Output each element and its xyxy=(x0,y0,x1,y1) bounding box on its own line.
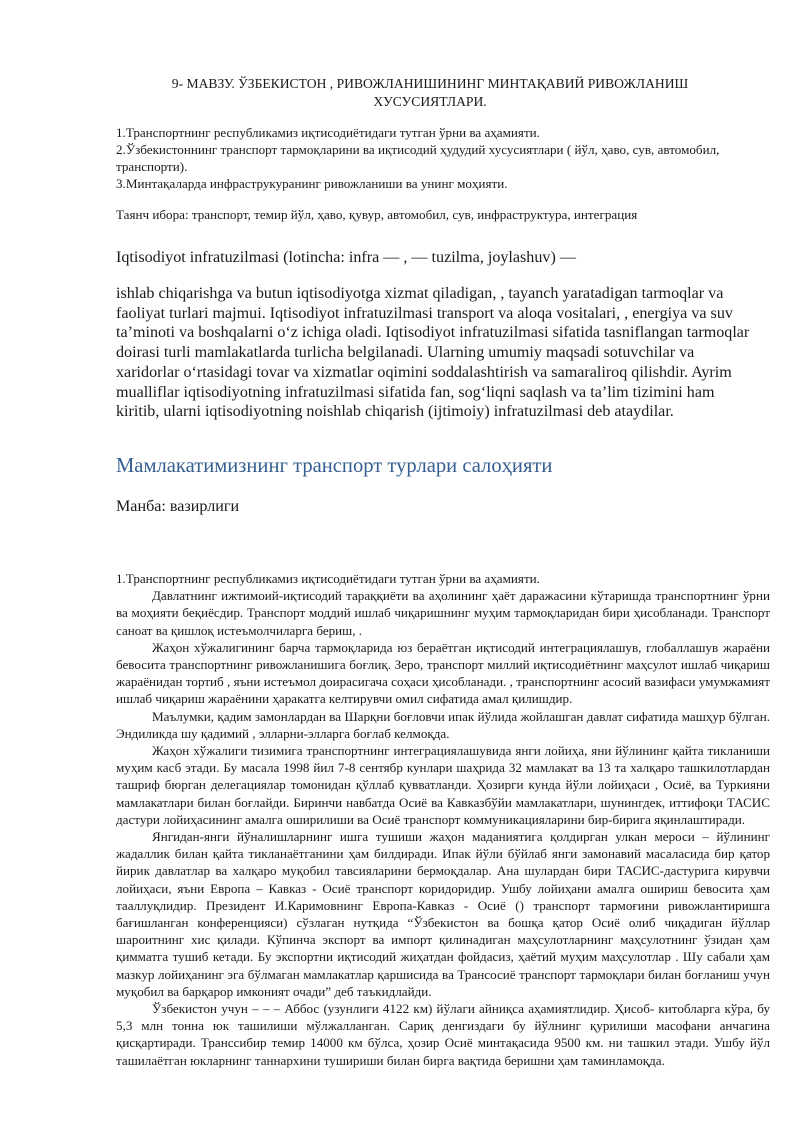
outline-item: 2.Ўзбекистоннинг транспорт тармоқларини ва иқтисодий ҳудудий хусусиятлари ( йўл, ҳаво, сув, автомобил, транспорти). xyxy=(116,142,720,174)
section-heading: Мамлакатимизнинг транспорт турлари салоҳияти xyxy=(116,455,553,477)
document-title xyxy=(150,75,710,111)
keywords-line: Таянч ибора: транспорт, темир йўл, ҳаво, қувур, автомобил, сув, инфраструктура, интеграция xyxy=(116,207,638,222)
source-line: Манба: вазирлиги xyxy=(116,498,240,515)
infrastructure-definition-heading: Iqtisodiyot infratuzilmasi (lotincha: infra — , — tuzilma, joylashuv) — xyxy=(116,249,576,266)
topic-outline xyxy=(116,124,756,192)
paragraph: Ўзбекистон учун – – – Аббос (узунлиги 4122 км) йўлаги айниқса аҳамиятлидир. Ҳисоб- китобларга кўра, бу 5,3 млн тонна юк ташилиши мўлжалланган. Сариқ денгиздаги бу йўлнинг қурилиши масофани анчагина қисқартиради. Транссибир темир 14000 км бўлса, ҳозир Осиё минтақасида 9500 км. ни ташкил этади. Ушбу йўл ташилаётган юкларнинг таннархини тушириши билан бирга вақтида беришни ҳам таминламоқда. xyxy=(116,1001,770,1068)
paragraph: Янгидан-янги йўналишларнинг ишга тушиши жаҳон маданиятига қолдирган улкан мероси – йўлининг жадаллик билан қайта тикланаётганини ҳам билдиради. Ипак йўли бўйлаб янги замонавий масаласида бир қатор йирик давлатлар ва халқаро муқобил тавсияларини бермоқдалар. Ана шулардан бири ТАСИС-дастурига кирувчи лойиҳаси, яъни Европа – Кавказ - Осиё транспорт коридоридир. Ушбу лойиҳани амалга ошириш бевосита ҳам тааллуқлидир. Президент И.Каримовнинг Европа-Кавказ - Осиё () транспорт тармоғини ривожлантиришга бағишланган конференцияси) сўзлаган нутқида “Ўзбекистон ва бошқа қатор Осиё олиб чиқадиган йўллар шароитнинг хис қилади. Кўпинча экспорт ва импорт қилинадиган маҳсулотларнинг маҳсулотнинг ўзидан ҳам қимматга тушиб кетади. Бу экспортни иқтисодий жиҳатдан фойдасиз, ҳаётий муҳим маҳсулотлар . Шу сабали ҳам мазкур лойиҳанинг эга бўлмаган мамлакатлар қаршисида ва Трансосиё транспорт тармоқлари билан боғланиш учун муқобил ва барқарор имконият очади” деб таъкидлайди. xyxy=(116,829,770,999)
main-text xyxy=(116,570,770,1069)
paragraph: Давлатнинг ижтимоий-иқтисодий тараққиёти ва аҳолининг ҳаёт даражасини кўтаришда транспортнинг ўрни ва моҳияти беқиёсдир. Транспорт моддий ишлаб чиқаришнинг муҳим тармоқларидан бири ҳисобланади. Транспорт саноат ва қишлоқ истеъмолчиларга бериш, . xyxy=(116,588,770,638)
main-subheading: 1.Транспортнинг республикамиз иқтисодиётидаги тутган ўрни ва аҳамияти. xyxy=(116,571,540,586)
paragraph: Маълумки, қадим замонлардан ва Шарқни боғловчи ипак йўлида жойлашган давлат сифатида машҳур бўлган. Эндиликда шу қадимий , элларни-элларга боғлаб келмоқда. xyxy=(116,708,770,741)
title-line-1: 9- МАВЗУ. ЎЗБЕКИСТОН , РИВОЖЛАНИШИНИНГ МИНТАҚАВИЙ РИВОЖЛАНИШ xyxy=(171,76,689,91)
paragraph: Жаҳон хўжалигининг барча тармоқларида юз бераётган иқтисодий интеграциялашув, глобаллашув жараёни бевосита транспортнинг ривожланишига боғлиқ. Зеро, транспорт миллий иқтисодиётнинг маҳсулот ишлаб чиқариш жараёнидан тортиб , яъни истеъмол доирасигача соҳаси ҳисобланади. , транспортнинг асосий вазифаси умумжамият ишлаб чиқариш жараёнини ҳаракатга келтирувчи омил сифатида амал қилишдир. xyxy=(116,639,770,707)
title-line-2: ХУСУСИЯТЛАРИ. xyxy=(373,94,487,109)
outline-item: 1.Транспортнинг республикамиз иқтисодиётидаги тутган ўрни ва аҳамияти. xyxy=(116,125,540,140)
paragraph: Жаҳон хўжалиги тизимига транспортнинг интеграциялашувида янги лойиҳа, яни йўлининг қайта тикланиши муҳим касб этади. Бу масала 1998 йил 7-8 сентябр кунлари шаҳрида 32 мамлакат ва 13 та халқаро ташкилотлардан ташриф бюрган делегациялар томонидан қўллаб қувватланди. Ҳозирги кунда йўли лойиҳаси , Осиё, ва Туркияни мамлакатлари билан боғлайди. Биринчи навбатда Осиё ва Кавказбўйи мамлакатлари, шунингдек, иттифоқи ТАСИС дастури лойиҳасининг амалга оширилиши ва Осиё транспорт коммуникацияларини бир-бирига яқинлаштиради. xyxy=(116,743,770,827)
infrastructure-definition-body: ishlab chiqarishga va butun iqtisodiyotga xizmat qiladigan, , tayanch yaratadigan tarmoqlar va faoliyat turlari majmui. Iqtisodiyot infratuzilmasi transport va aloqa vositalari, , energiya va suv ta’minoti va boshqalarni oʻz ichiga oladi. Iqtisodiyot infratuzilmasi sifatida tasniflangan tarmoqlar doirasi turli mamlakatlarda turlicha belgilanadi. Ularning umumiy maqsadi sotuvchilar va xaridorlar oʻrtasidagi tovar va xizmatlar oqimini soddalashtirish va samaraliroq qilishdir. Ayrim mualliflar iqtisodiyotning infratuzilmasi sifatida fan, sogʻliqni saqlash va taʼlim tizimini ham kiritib, ularni iqtisodiyotning noishlab chiqarish (ijtimoiy) infratuzilmasi deb ataydilar. xyxy=(116,285,750,421)
outline-item: 3.Минтақаларда инфраструкуранинг ривожланиши ва унинг моҳияти. xyxy=(116,176,508,191)
